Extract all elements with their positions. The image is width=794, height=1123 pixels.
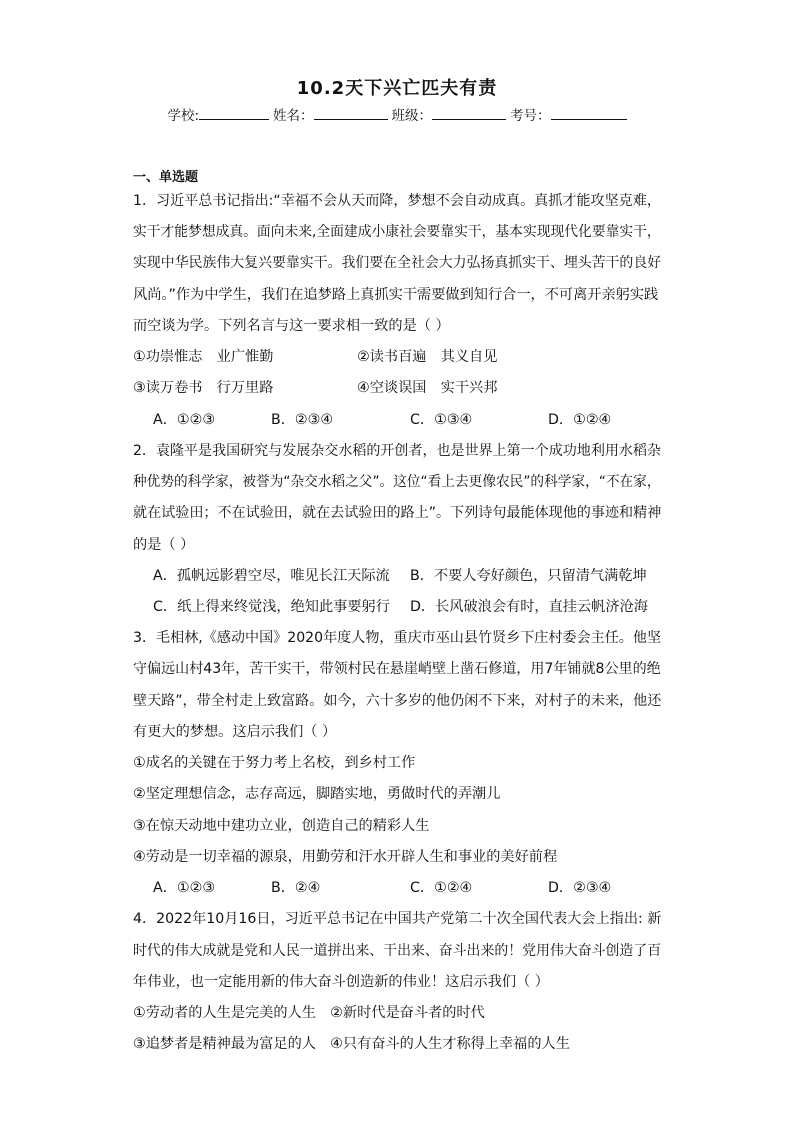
exam-number-label: 考号：: [510, 108, 551, 124]
q3-choice-b[interactable]: B．②④: [271, 880, 321, 896]
q2-choice-c[interactable]: C．纸上得来终觉浅，绝知此事要躬行: [153, 599, 390, 615]
q2-choice-d[interactable]: D．长风破浪会有时，直挂云帆济沧海: [410, 599, 648, 615]
q4-line-2: 时代的伟大成就是党和人民一道拼出来、干出来、奋斗出来的！党用伟大奋斗创造了百: [133, 943, 662, 959]
q1-line-5: 而空谈为学。下列名言与这一要求相一致的是（ ）: [133, 318, 450, 334]
q1-line-2: 实干才能梦想成真。面向未来,全面建成小康社会要靠实干，基本实现现代化要靠实干，: [133, 224, 661, 240]
q2-line-1: 2．袁隆平是我国研究与发展杂交水稻的开创者，也是世界上第一个成功地利用水稻杂: [133, 443, 661, 459]
class-blank[interactable]: [432, 105, 506, 120]
student-info-line: [0, 104, 794, 124]
q3-item-3: ③在惊天动地中建功立业，创造自己的精彩人生: [133, 818, 430, 834]
q3-line-1: 3．毛相林,《感动中国》2020年度人物，重庆市巫山县竹贤乡下庄村委会主任。他坚: [133, 630, 662, 646]
school-label: 学校:: [167, 108, 200, 124]
q3-choice-a[interactable]: A．①②③: [153, 880, 216, 896]
q3-line-2: 守偏远山村43年，苦干实干，带领村民在悬崖峭壁上凿石修道，用7年铺就8公里的绝: [133, 661, 661, 677]
q1-choice-d[interactable]: D．①②④: [548, 412, 612, 428]
q1-item-1: ①功崇惟志 业广惟勤: [133, 349, 274, 365]
q1-line-3: 实现中华民族伟大复兴要靠实干。我们要在全社会大力弘扬真抓实干、埋头苦干的良好: [133, 255, 662, 271]
school-blank[interactable]: [199, 105, 269, 120]
q3-choice-c[interactable]: C．①②④: [410, 880, 473, 896]
page-title: 10.2天下兴亡匹夫有责: [296, 78, 498, 99]
q2-line-2: 种优势的科学家，被誉为“杂交水稻之父”。这位“看上去更像农民”的科学家，“不在家，: [133, 474, 661, 490]
q1-line-4: 风尚。”作为中学生，我们在追梦路上真抓实干需要做到知行合一，不可离开亲躬实践: [133, 287, 659, 303]
class-label: 班级：: [391, 108, 433, 124]
q2-choice-b[interactable]: B．不要人夸好颜色，只留清气满乾坤: [410, 568, 647, 584]
q3-item-1: ①成名的关键在于努力考上名校，到乡村工作: [133, 755, 416, 771]
q3-item-2: ②坚定理想信念，志存高远，脚踏实地，勇做时代的弄潮儿: [133, 786, 501, 802]
q1-item-3: ③读万卷书 行万里路: [133, 380, 274, 396]
q4-line-3: 年伟业，也一定能用新的伟大奋斗创造新的伟业！这启示我们（ ）: [133, 974, 549, 990]
q4-line-1: 4．2022年10月16日，习近平总书记在中国共产党第二十次全国代表大会上指出: 新: [133, 911, 662, 927]
q1-choice-a[interactable]: A．①②③: [153, 412, 216, 428]
q1-choice-c[interactable]: C．①③④: [410, 412, 473, 428]
q3-line-3: 壁天路”，带全村走上致富路。如今，六十多岁的他仍闲不下来，对村子的未来，他还: [133, 693, 662, 709]
q3-line-4: 有更大的梦想。这启示我们（ ）: [133, 724, 337, 740]
q4-items-row-2: ③追梦者是精神最为富足的人 ④只有奋斗的人生才称得上幸福的人生: [133, 1036, 570, 1052]
q1-line-1: 1．习近平总书记指出:“幸福不会从天而降，梦想不会自动成真。真抓才能攻坚克难，: [133, 193, 661, 209]
q2-choice-a[interactable]: A．孤帆远影碧空尽，唯见长江天际流: [153, 568, 390, 584]
section-heading: 一、单选题: [133, 170, 199, 185]
q1-choice-b[interactable]: B．②③④: [271, 412, 334, 428]
q2-line-4: 的是（ ）: [133, 537, 195, 553]
q4-items-row-1: ①劳动者的人生是完美的人生 ②新时代是奋斗者的时代: [133, 1005, 485, 1021]
q2-line-3: 就在试验田；不在试验田，就在去试验田的路上”。下列诗句最能体现他的事迹和精神: [133, 505, 662, 521]
exam-number-blank[interactable]: [551, 105, 627, 120]
name-label: 姓名：: [273, 108, 314, 124]
name-blank[interactable]: [314, 105, 388, 120]
q1-item-2: ②读书百遍 其义自见: [357, 349, 498, 365]
q3-item-4: ④劳动是一切幸福的源泉，用勤劳和汗水开辟人生和事业的美好前程: [133, 849, 558, 865]
q3-choice-d[interactable]: D．②③④: [548, 880, 612, 896]
q1-item-4: ④空谈误国 实干兴邦: [357, 380, 498, 396]
